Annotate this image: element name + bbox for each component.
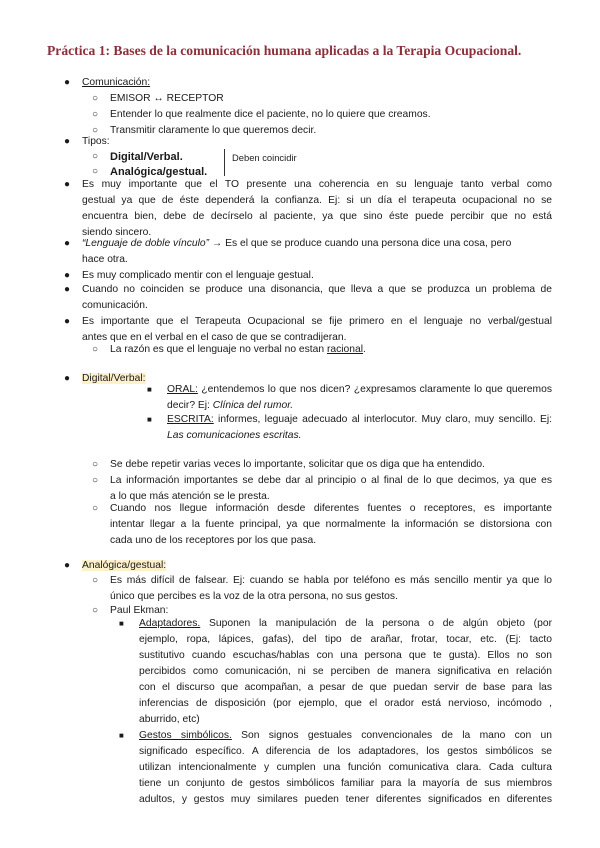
adaptadores-line-1 xyxy=(139,616,552,632)
page-title: Práctica 1: Bases de la comunicación humana aplicadas a la Terapia Ocupacional. xyxy=(47,43,522,58)
adaptadores-line-7: aburrido, etc) xyxy=(139,714,200,725)
digital-sub-3-line-1: Cuando nos llegue información desde diferentes fuentes o receptores, es importante xyxy=(110,503,552,514)
p5-sub-line xyxy=(110,342,366,358)
bullet-circle: ○ xyxy=(92,344,99,355)
p5-line-1: Es importante que el Terapeuta Ocupacional se fije primero en el lenguaje no verbal/gestual xyxy=(82,316,552,327)
bullet-dot: ● xyxy=(64,179,71,190)
analog-heading-text: Analógica/gestual: xyxy=(82,560,167,571)
adaptadores-label: Adaptadores. xyxy=(139,618,201,629)
tipos-heading: Tipos: xyxy=(82,136,110,147)
gestos-line-5: adultos, y gestos muy similares pueden tener diferentes significados en diferentes xyxy=(139,794,552,805)
bullet-dot: ● xyxy=(64,270,71,281)
adaptadores-text: Suponen la manipulación de la persona o de algún objeto (por xyxy=(200,618,552,629)
bullet-circle: ○ xyxy=(92,475,99,486)
gestos-text: Son signos gestuales convencionales de la mano con un xyxy=(231,730,552,741)
bullet-dot: ● xyxy=(64,316,71,327)
p4-line-1: Cuando no coinciden se produce una disonancia, que lleva a que se produzca un problema de xyxy=(82,284,552,295)
comm-item-2: Entender lo que realmente dice el paciente, no lo quiere que creamos. xyxy=(110,109,431,120)
section-heading-analogica xyxy=(82,558,166,574)
section-heading-digital xyxy=(82,371,146,387)
adaptadores-line-4: percibidos como comunicación, ni se perciben de manera significativa en relación xyxy=(139,666,552,677)
bullet-circle: ○ xyxy=(92,503,99,514)
gestos-line-1 xyxy=(139,728,552,744)
adaptadores-line-5: con el discurso que acompañan, a pesar de que puedan servir de base para las xyxy=(139,682,552,693)
bullet-square: ■ xyxy=(119,731,124,740)
tipos-item-digital: Digital/Verbal. xyxy=(110,151,183,163)
digital-sub-2-line-1: La información importantes se debe dar al principio o al final de lo que decimos, ya que es xyxy=(110,475,552,486)
doble-vinculo-quote: “Lenguaje de doble vínculo” xyxy=(82,238,210,249)
bullet-square: ■ xyxy=(147,385,152,394)
p2-line-2: hace otra. xyxy=(82,254,128,265)
bullet-circle: ○ xyxy=(92,605,99,616)
comm-item-3: Transmitir claramente lo que queremos decir. xyxy=(110,125,317,136)
escrita-line-1 xyxy=(167,412,552,428)
clinica-del-rumor: Clínica del rumor. xyxy=(212,400,294,411)
adaptadores-line-2: ejemplo, ropa, lápices, gafas), del tipo de arañar, frotar, tocar, etc. (Ej: tacto xyxy=(139,634,552,645)
racional-word: racional xyxy=(326,344,364,355)
gestos-label: Gestos simbólicos. xyxy=(139,730,232,741)
digital-sub-3-line-3: cada uno de los receptores por los que pasa. xyxy=(110,535,317,546)
bullet-dot: ● xyxy=(64,560,71,571)
gestos-line-3: utilizan intencionalmente y cumplen una función comunicativa clara. Cada cultura xyxy=(139,762,552,773)
adaptadores-line-3: sustitutivo cuando escuchas/hablas con una persona que te gusta). Ellos no son xyxy=(139,650,552,661)
bullet-circle: ○ xyxy=(92,575,99,586)
digital-sub-3-line-2: intentar llegar a la fuente principal, ya que normalmente la información se distorsiona con xyxy=(110,519,552,530)
p1-line-3: encuentra bien, debe de decírselo al paciente, ya que sino éste puede percibir que no está xyxy=(82,211,552,222)
bullet-dot: ● xyxy=(64,77,71,88)
bullet-dot: ● xyxy=(64,238,71,249)
bullet-circle: ○ xyxy=(92,459,99,470)
bullet-square: ■ xyxy=(147,415,152,424)
oral-example-pre: decir? Ej: xyxy=(167,400,213,411)
bullet-dot: ● xyxy=(64,373,71,384)
p5-line-2: antes que en el verbal en el caso de que se contradijeran. xyxy=(82,332,347,343)
digital-sub-1: Se debe repetir varias veces lo importante, solicitar que os diga que ha entendido. xyxy=(110,459,485,470)
bullet-circle: ○ xyxy=(92,166,99,177)
bracket-divider xyxy=(224,149,225,176)
digital-heading-text: Digital/Verbal: xyxy=(82,373,146,384)
p1-line-2: gestual ya que de éste dependerá la confianza. Ej: si un día el terapeuta ocupacional no se xyxy=(82,195,552,206)
p3-line: Es muy complicado mentir con el lenguaje gestual. xyxy=(82,270,314,281)
bullet-circle: ○ xyxy=(92,109,99,120)
comm-item-1: EMISOR ↔ RECEPTOR xyxy=(110,93,224,104)
bullet-circle: ○ xyxy=(92,151,99,162)
p2-rest: → Es el que se produce cuando una persona dice una cosa, pero xyxy=(209,238,512,249)
digital-sub-2-line-2: a lo que más atención se le presta. xyxy=(110,491,270,502)
p1-line-4: siendo sincero. xyxy=(82,227,152,238)
bullet-circle: ○ xyxy=(92,93,99,104)
analog-sub-1-line-2: único que percibes es la voz de la otra persona, no sus gestos. xyxy=(110,591,398,602)
gestos-line-4: tiene un conjunto de gestos simbólicos familiar para la mayoría de sus miembros xyxy=(139,778,552,789)
tipos-item-analogica: Analógica/gestual. xyxy=(110,166,208,178)
p1-line-1: Es muy importante que el TO presente una coherencia en su lenguaje tanto verbal como xyxy=(82,179,552,190)
p5-sub-period: . xyxy=(363,344,366,355)
p5-sub-text: La razón es que el lenguaje no verbal no estan xyxy=(110,344,327,355)
gestos-line-2: significado específico. A diferencia de los adaptadores, los gestos simbólicos se xyxy=(139,746,552,757)
oral-label: ORAL: xyxy=(167,384,198,395)
deben-coincidir-note: Deben coincidir xyxy=(232,152,297,163)
bullet-dot: ● xyxy=(64,284,71,295)
bullet-circle: ○ xyxy=(92,125,99,136)
adaptadores-line-6: inferencias de disposición (por ejemplo, que el orador está nervioso, incómodo , xyxy=(139,698,552,709)
analog-sub-1-line-1: Es más difícil de falsear. Ej: cuando se habla por teléfono es más sencillo mentir ya que lo xyxy=(110,575,552,586)
escrita-label: ESCRITA: xyxy=(167,414,214,425)
section-heading-comunicacion: Comunicación: xyxy=(82,77,151,88)
escrita-line-2: Las comunicaciones escritas. xyxy=(167,430,302,441)
bullet-square: ■ xyxy=(119,619,124,628)
p2-line-1 xyxy=(82,236,511,252)
oral-text: ¿entendemos lo que nos dicen? ¿expresamos claramente lo que queremos xyxy=(197,384,552,395)
bullet-dot: ● xyxy=(64,136,71,147)
oral-line-1 xyxy=(167,382,552,398)
paul-ekman: Paul Ekman: xyxy=(110,605,169,616)
escrita-text: informes, leguaje adecuado al interlocutor. Muy claro, muy sencillo. Ej: xyxy=(213,414,552,425)
p4-line-2: comunicación. xyxy=(82,300,148,311)
